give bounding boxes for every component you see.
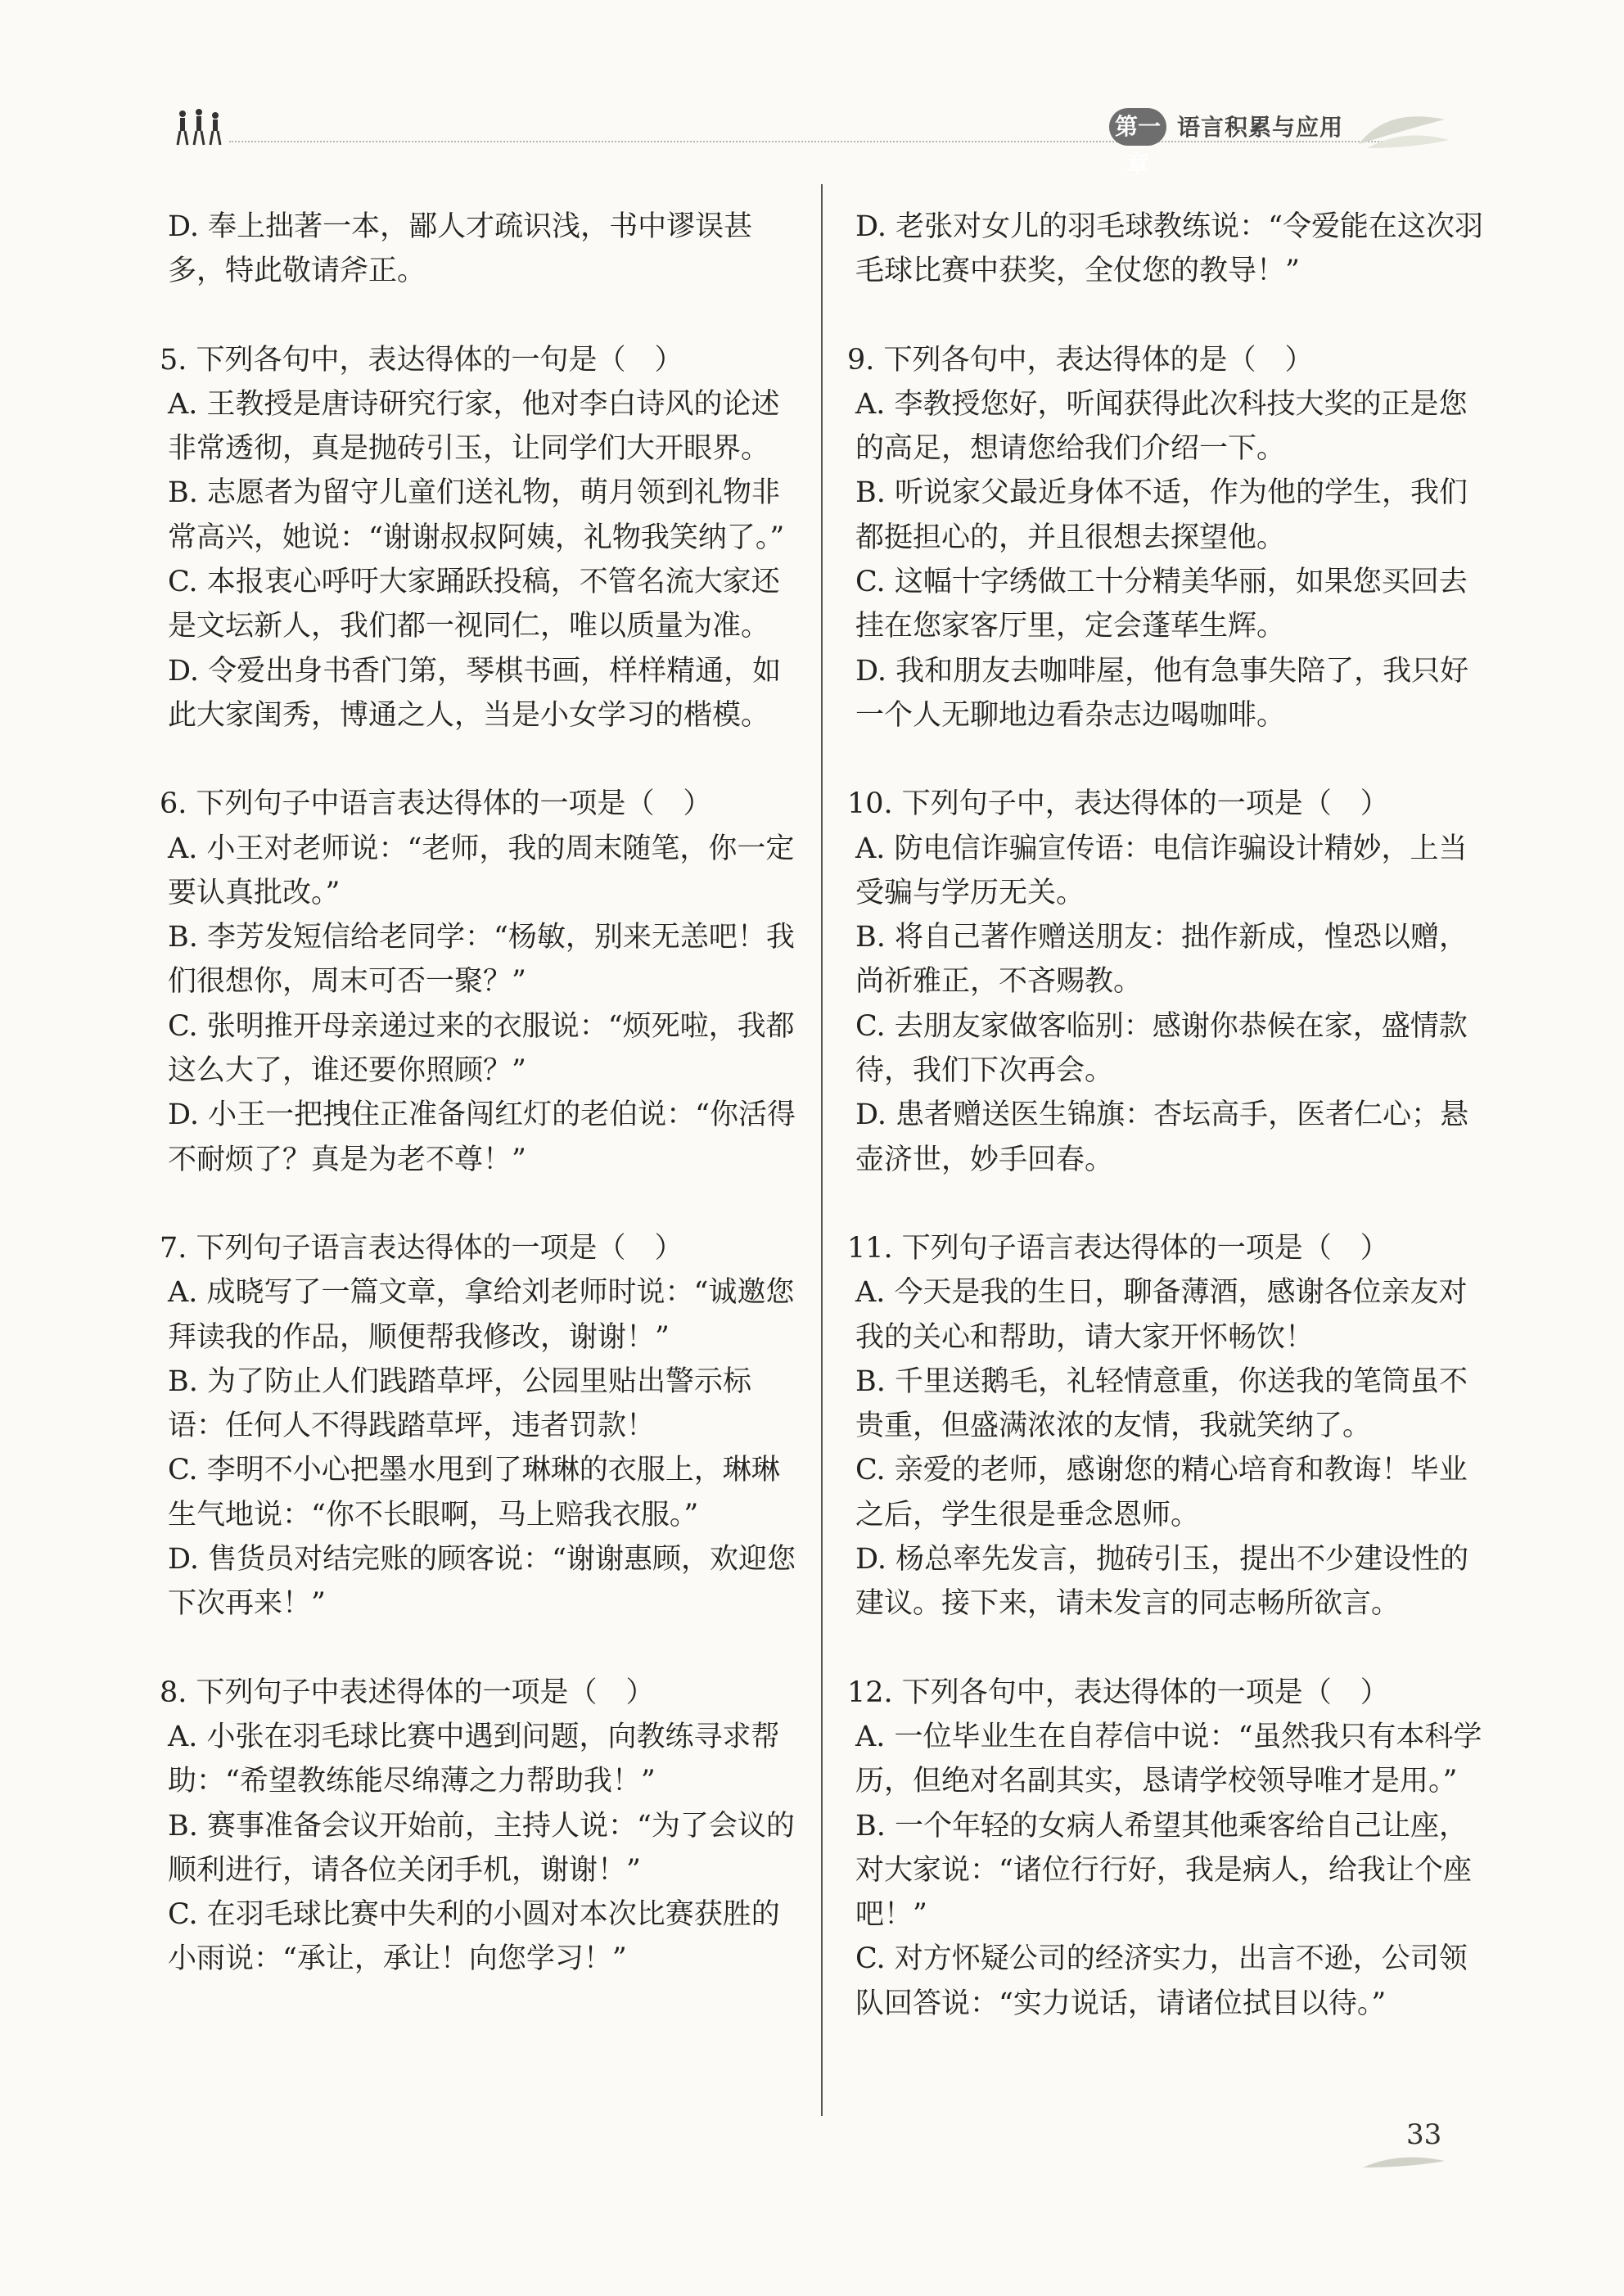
question-8 xyxy=(160,1671,806,1982)
option-d: D. 令爱出身书香门第，琴棋书画，样样精通，如此大家闺秀，博通之人，当是小女学习的楷模。 xyxy=(168,654,782,732)
option-a: A. 防电信诈骗宣传语：电信诈骗设计精妙，上当受骗与学历无关。 xyxy=(855,832,1468,909)
option-b: B. 千里送鹅毛，礼轻情意重，你送我的笔筒虽不贵重，但盛满浓浓的友情，我就笑纳了。 xyxy=(855,1365,1468,1443)
chapter-title: 语言积累与应用 xyxy=(1177,114,1344,141)
option-b: B. 赛事准备会议开始前，主持人说：“为了会议的顺利进行，请各位关闭手机，谢谢！” xyxy=(168,1809,795,1887)
right-column xyxy=(847,205,1494,2070)
option-d: D. 售货员对结完账的顾客说：“谢谢惠顾，欢迎您下次再来！” xyxy=(168,1543,796,1621)
question-9 xyxy=(847,338,1494,738)
option-c: C. 这幅十字绣做工十分精美华丽，如果您买回去挂在您家客厅里，定会蓬荜生辉。 xyxy=(855,566,1468,643)
option-b: B. 听说家父最近身体不适，作为他的学生，我们都挺担心的，并且很想去探望他。 xyxy=(855,476,1468,554)
column-divider xyxy=(821,184,823,2116)
question-7 xyxy=(160,1226,806,1626)
option-b: B. 李芳发短信给老同学：“杨敏，别来无恙吧！我们很想你，周末可否一聚？” xyxy=(168,921,795,999)
option-d: D. 患者赠送医生锦旗：杏坛高手，医者仁心；悬壶济世，妙手回春。 xyxy=(855,1098,1469,1176)
option-d: D. 杨总率先发言，抛砖引玉，提出不少建设性的建议。接下来，请未发言的同志畅所欲言。 xyxy=(855,1543,1469,1621)
option-d: D. 奉上拙著一本，鄙人才疏识浅，书中谬误甚多，特此敬请斧正。 xyxy=(168,210,753,288)
question-stem: 9. 下列各句中，表达得体的是（ ） xyxy=(847,343,1314,377)
question-stem: 5. 下列各句中，表达得体的一句是（ ） xyxy=(160,343,683,377)
option-c: C. 去朋友家做客临别：感谢你恭候在家，盛情款待，我们下次再会。 xyxy=(855,1009,1468,1088)
option-c: C. 李明不小心把墨水甩到了琳琳的衣服上，琳琳生气地说：“你不长眼啊，马上赔我衣服。” xyxy=(168,1454,780,1531)
chapter-badge: 第一章 xyxy=(1109,108,1166,146)
footer-leaf-icon xyxy=(1359,2151,1449,2176)
question-stem: 12. 下列各句中，表达得体的一项是（ ） xyxy=(847,1676,1389,1709)
question-10 xyxy=(847,782,1494,1182)
option-c: C. 对方怀疑公司的经济实力，出言不逊，公司领队回答说：“实力说话，请诸位拭目以待。” xyxy=(855,1942,1468,2020)
page-header xyxy=(0,0,1624,180)
question-stem: 7. 下列句子语言表达得体的一项是（ ） xyxy=(160,1231,683,1265)
option-d: D. 小王一把拽住正准备闯红灯的老伯说：“你活得不耐烦了？真是为老不尊！” xyxy=(168,1098,796,1176)
option-a: A. 李教授您好，听闻获得此次科技大奖的正是您的高足，想请您给我们介绍一下。 xyxy=(855,387,1468,466)
option-a: A. 一位毕业生在自荐信中说：“虽然我只有本科学历，但绝对名副其实，恳请学校领导唯才是用。” xyxy=(855,1720,1482,1798)
option-a: A. 王教授是唐诗研究行家，他对李白诗风的论述非常透彻，真是抛砖引玉，让同学们大开眼界。 xyxy=(168,387,780,466)
question-4-continued xyxy=(168,205,806,294)
left-column xyxy=(160,205,806,2026)
question-12 xyxy=(847,1671,1494,2026)
option-a: A. 小王对老师说：“老师，我的周末随笔，你一定要认真批改。” xyxy=(168,832,795,909)
option-c: C. 在羽毛球比赛中失利的小圆对本次比赛获胜的小雨说：“承让，承让！向您学习！” xyxy=(168,1898,780,1976)
page-number: 33 xyxy=(1406,2118,1442,2151)
option-b: B. 将自己著作赠送朋友：拙作新成，惶恐以赠，尚祈雅正，不吝赐教。 xyxy=(855,921,1468,999)
option-c: C. 张明推开母亲递过来的衣服说：“烦死啦，我都这么大了，谁还要你照顾？” xyxy=(168,1009,795,1088)
option-d: D. 老张对女儿的羽毛球教练说：“令爱能在这次羽毛球比赛中获奖，全仗您的教导！” xyxy=(855,210,1483,288)
question-stem: 10. 下列句子中，表达得体的一项是（ ） xyxy=(847,787,1389,821)
option-b: B. 志愿者为留守儿童们送礼物，萌月领到礼物非常高兴，她说：“谢谢叔叔阿姨，礼物我笑纳了。” xyxy=(168,476,785,554)
question-5 xyxy=(160,338,806,738)
option-a: A. 小张在羽毛球比赛中遇到问题，向教练寻求帮助：“希望教练能尽绵薄之力帮助我！” xyxy=(168,1720,780,1798)
option-d: D. 我和朋友去咖啡屋，他有急事失陪了，我只好一个人无聊地边看杂志边喝咖啡。 xyxy=(855,654,1469,732)
leaf-decoration-icon xyxy=(1355,103,1453,152)
question-11 xyxy=(847,1226,1494,1626)
question-stem: 8. 下列句子中表述得体的一项是（ ） xyxy=(160,1676,655,1709)
option-b: B. 为了防止人们践踏草坪，公园里贴出警示标语：任何人不得践踏草坪，违者罚款！ xyxy=(168,1365,751,1443)
option-c: C. 亲爱的老师，感谢您的精心培育和教诲！毕业之后，学生很是垂念恩师。 xyxy=(855,1454,1468,1531)
question-stem: 11. 下列句子语言表达得体的一项是（ ） xyxy=(847,1231,1389,1265)
question-stem: 6. 下列句子中语言表达得体的一项是（ ） xyxy=(160,787,712,821)
option-b: B. 一个年轻的女病人希望其他乘客给自己让座，对大家说：“诸位行行好，我是病人，给我让个座吧！” xyxy=(855,1809,1472,1932)
question-6 xyxy=(160,782,806,1182)
option-a: A. 今天是我的生日，聊备薄酒，感谢各位亲友对我的关心和帮助，请大家开怀畅饮！ xyxy=(855,1276,1468,1354)
question-8-continued xyxy=(855,205,1494,294)
running-figures-icon xyxy=(176,109,225,148)
option-c: C. 本报衷心呼吁大家踊跃投稿，不管名流大家还是文坛新人，我们都一视同仁，唯以质量为准。 xyxy=(168,566,780,643)
option-a: A. 成晓写了一篇文章，拿给刘老师时说：“诚邀您拜读我的作品，顺便帮我修改，谢谢！” xyxy=(168,1276,795,1354)
